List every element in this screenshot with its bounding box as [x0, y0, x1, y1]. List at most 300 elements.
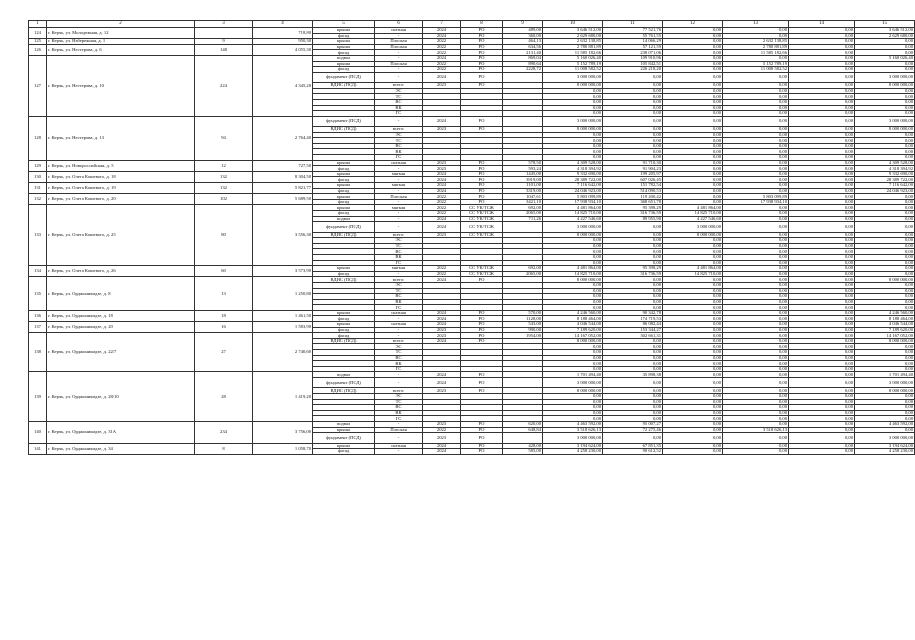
cell-col-7: 2022 — [423, 271, 461, 277]
cell-col-6: ТС — [375, 399, 423, 405]
cell-col-14: 0,00 — [789, 333, 855, 339]
cell-col-14: 0,00 — [789, 205, 855, 211]
cell-col-6: всего: — [375, 388, 423, 394]
cell-col-9: 620,00 — [503, 421, 543, 427]
cell-col-7: 2023 — [423, 388, 461, 394]
cell-col-7: 2023 — [423, 166, 461, 172]
cell-col-10: 3 000 000,00 — [543, 116, 603, 126]
cell-col-10: 8 000 000,00 — [543, 83, 603, 89]
cell-col-10: 0,00 — [543, 88, 603, 94]
cell-col-13: 0,00 — [723, 171, 789, 177]
cell-col-14: 0,00 — [789, 299, 855, 305]
cell-col-11: 55 761,55 — [603, 33, 663, 39]
total-area: 1 419,20 — [253, 372, 313, 422]
cell-col-7: 2022 — [423, 50, 461, 56]
cell-col-9: 360,00 — [503, 33, 543, 39]
cell-col-6: - — [375, 199, 423, 205]
cell-col-14: 0,00 — [789, 127, 855, 133]
cell-col-8: СС УК/ТСЖ — [461, 211, 503, 217]
cell-col-14: 0,00 — [789, 338, 855, 344]
cell-col-15: 9 332 690,00 — [855, 171, 915, 177]
row-number: 137 — [29, 322, 47, 333]
cell-col-9: 464,13 — [503, 39, 543, 45]
cell-col-13: 0,00 — [723, 355, 789, 361]
cell-col-10: 11 008 582,52 — [543, 67, 603, 73]
cell-col-5: крыша — [313, 44, 375, 50]
cell-col-6: - — [375, 333, 423, 339]
cell-col-12: 0,00 — [663, 177, 723, 183]
cell-col-7: 2022 — [423, 211, 461, 217]
cell-col-5: фасад — [313, 50, 375, 56]
cell-col-15: 0,00 — [855, 254, 915, 260]
cell-col-8: СС УК/ТСЖ — [461, 216, 503, 222]
cell-col-13: 0,00 — [723, 143, 789, 149]
cell-col-6: ВС — [375, 249, 423, 255]
cell-col-14: 0,00 — [789, 288, 855, 294]
cell-col-12: 0,00 — [663, 277, 723, 283]
cell-col-14: 0,00 — [789, 305, 855, 311]
cell-col-12: 0,00 — [663, 294, 723, 300]
cell-col-11: 0,00 — [603, 416, 663, 422]
column-number: 1 — [29, 21, 47, 28]
apartments-count: 16 — [195, 322, 253, 333]
cell-col-10: 7 189 620,00 — [543, 327, 603, 333]
cell-col-11: 153 344,27 — [603, 327, 663, 333]
cell-col-10: 0,00 — [543, 249, 603, 255]
cell-col-10: 0,00 — [543, 361, 603, 367]
total-area: 1 461,50 — [253, 310, 313, 321]
cell-col-15: 3 000 000,00 — [855, 433, 915, 443]
cell-col-10: 0,00 — [543, 105, 603, 111]
cell-col-11: 89 955,90 — [603, 216, 663, 222]
cell-col-15: 2 629 680,00 — [855, 33, 915, 39]
total-area: 3 556,30 — [253, 205, 313, 266]
cell-col-14: 0,00 — [789, 232, 855, 238]
cell-col-7: 2022 — [423, 39, 461, 45]
cell-col-13: 0,00 — [723, 322, 789, 328]
cell-col-10: 3 518 626,13 — [543, 427, 603, 433]
cell-col-15: 0,00 — [855, 199, 915, 205]
cell-col-5: фасад — [313, 67, 375, 73]
cell-col-9: 1954,00 — [503, 333, 543, 339]
apartments-count: 224 — [195, 55, 253, 116]
cell-col-10: 0,00 — [543, 260, 603, 266]
cell-col-15: 8 188 464,00 — [855, 316, 915, 322]
cell-col-7: 2023 — [423, 83, 461, 89]
cell-col-13: 0,00 — [723, 433, 789, 443]
cell-col-7: 2024 — [423, 372, 461, 378]
cell-col-15: 0,00 — [855, 238, 915, 244]
cell-col-8: РО — [461, 183, 503, 189]
cell-col-10: 0,00 — [543, 299, 603, 305]
cell-col-13: 0,00 — [723, 238, 789, 244]
cell-col-6: ВС — [375, 294, 423, 300]
column-number: 5 — [313, 21, 375, 28]
row-number: 134 — [29, 266, 47, 277]
cell-col-9: 543,00 — [503, 322, 543, 328]
cell-col-8: РО — [461, 277, 503, 283]
cell-col-9: 1445,00 — [503, 171, 543, 177]
cell-col-8: РО — [461, 83, 503, 89]
cell-col-6: ГС — [375, 366, 423, 372]
cell-col-14: 0,00 — [789, 138, 855, 144]
cell-col-7: 2022 — [423, 67, 461, 73]
cell-col-11: 0,00 — [603, 288, 663, 294]
cell-col-10: 1 701 494,40 — [543, 372, 603, 378]
cell-col-6: ВС — [375, 405, 423, 411]
cell-col-8: РО — [461, 449, 503, 455]
cell-col-12: 0,00 — [663, 433, 723, 443]
cell-col-14: 0,00 — [789, 28, 855, 34]
cell-col-6: ГС — [375, 260, 423, 266]
cell-col-13: 2 632 138,85 — [723, 39, 789, 45]
cell-col-6: - — [375, 449, 423, 455]
cell-col-13: 0,00 — [723, 310, 789, 316]
cell-col-11: 0,00 — [603, 94, 663, 100]
cell-col-10: 3 194 624,00 — [543, 443, 603, 449]
cell-col-14: 0,00 — [789, 410, 855, 416]
cell-col-10: 0,00 — [543, 155, 603, 161]
cell-col-11: 0,00 — [603, 433, 663, 443]
cell-col-12: 0,00 — [663, 127, 723, 133]
cell-col-14: 0,00 — [789, 39, 855, 45]
address: г. Керчь, ул. Набережная, д. 1 — [47, 39, 195, 45]
cell-col-7: 2022 — [423, 199, 461, 205]
cell-col-14: 0,00 — [789, 378, 855, 388]
cell-col-14: 0,00 — [789, 277, 855, 283]
address: г. Керчь, ул. Олега Кошевого, д. 26 — [47, 266, 195, 277]
row-number: 132 — [29, 194, 47, 205]
cell-col-11: 0,00 — [603, 410, 663, 416]
cell-col-15: 3 000 000,00 — [855, 72, 915, 82]
cell-col-13: 0,00 — [723, 83, 789, 89]
cell-col-11: 95 398,29 — [603, 205, 663, 211]
cell-col-13: 0,00 — [723, 260, 789, 266]
cell-col-7: 2024 — [423, 277, 461, 283]
cell-col-7: 2024 — [423, 33, 461, 39]
cell-col-6: ВК — [375, 254, 423, 260]
cell-col-7: 2024 — [423, 378, 461, 388]
cell-col-8: СС УК/ТСЖ — [461, 205, 503, 211]
cell-col-8: РО — [461, 116, 503, 126]
cell-col-14: 0,00 — [789, 177, 855, 183]
cell-col-12: 0,00 — [663, 361, 723, 367]
address: г. Керчь, ул. Орджоникидзе, д. 22/7 — [47, 333, 195, 372]
cell-col-5: крыша — [313, 28, 375, 34]
cell-col-10: 3 000 000,00 — [543, 378, 603, 388]
apartments-count: 94 — [195, 116, 253, 160]
cell-col-6: - — [375, 188, 423, 194]
cell-col-9: 634,56 — [503, 44, 543, 50]
total-area: 4 055,30 — [253, 44, 313, 55]
cell-col-5: подвал — [313, 372, 375, 378]
address: г. Керчь, ул. Орджоникидзе, д. 31А — [47, 421, 195, 443]
cell-col-10: 8 000 000,00 — [543, 127, 603, 133]
cell-col-6: - — [375, 55, 423, 61]
cell-col-7: 2024 — [423, 316, 461, 322]
cell-col-9: 2065,00 — [503, 211, 543, 217]
cell-col-11: 0,00 — [603, 294, 663, 300]
cell-col-12: 0,00 — [663, 155, 723, 161]
cell-col-13: 0,00 — [723, 394, 789, 400]
cell-col-10: 2 632 138,85 — [543, 39, 603, 45]
cell-col-7: 2024 — [423, 183, 461, 189]
total-area: 2 764,40 — [253, 116, 313, 160]
cell-col-8: СС УК/ТСЖ — [461, 266, 503, 272]
cell-col-9: 585,00 — [503, 449, 543, 455]
cell-col-10: 0,00 — [543, 99, 603, 105]
cell-col-15: 0,00 — [855, 61, 915, 67]
spreadsheet — [28, 20, 913, 455]
cell-col-15: 1 701 494,40 — [855, 372, 915, 378]
cell-col-5: фасад — [313, 166, 375, 172]
cell-col-9: 570,00 — [503, 310, 543, 316]
cell-col-5: фасад — [313, 177, 375, 183]
cell-col-5: фундамент (ПСД) — [313, 222, 375, 232]
cell-col-15: 4 318 394,92 — [855, 166, 915, 172]
cell-col-15: 0,00 — [855, 194, 915, 200]
cell-col-14: 0,00 — [789, 388, 855, 394]
cell-col-12: 0,00 — [663, 111, 723, 117]
cell-col-14: 0,00 — [789, 249, 855, 255]
cell-col-13: 0,00 — [723, 344, 789, 350]
cell-col-5: крыша — [313, 310, 375, 316]
cell-col-5: ВДИС (ПСД) — [313, 277, 375, 283]
cell-col-12: 0,00 — [663, 55, 723, 61]
row-number: 129 — [29, 160, 47, 171]
cell-col-6: - — [375, 372, 423, 378]
cell-col-15: 0,00 — [855, 111, 915, 117]
cell-col-11: 90 342,78 — [603, 310, 663, 316]
cell-col-15: 0,00 — [855, 222, 915, 232]
cell-col-13: 0,00 — [723, 28, 789, 34]
cell-col-8: РО — [461, 194, 503, 200]
cell-col-13: 0,00 — [723, 399, 789, 405]
cell-col-9: 3421,10 — [503, 199, 543, 205]
cell-col-14: 0,00 — [789, 194, 855, 200]
cell-col-12: 0,00 — [663, 372, 723, 378]
cell-col-7: 2024 — [423, 55, 461, 61]
cell-col-8: СС УК/ТСЖ — [461, 271, 503, 277]
cell-col-13: 0,00 — [723, 294, 789, 300]
cell-col-7: 2024 — [423, 28, 461, 34]
cell-col-12: 0,00 — [663, 199, 723, 205]
cell-col-15: 3 646 512,00 — [855, 28, 915, 34]
cell-col-12: 0,00 — [663, 143, 723, 149]
cell-col-6: - — [375, 211, 423, 217]
cell-col-6: ТС — [375, 138, 423, 144]
cell-col-15: 0,00 — [855, 288, 915, 294]
cell-col-8: РО — [461, 427, 503, 433]
cell-col-13: 2 780 881,89 — [723, 44, 789, 50]
cell-col-13: 0,00 — [723, 333, 789, 339]
cell-col-13: 0,00 — [723, 305, 789, 311]
cell-col-14: 0,00 — [789, 211, 855, 217]
cell-col-10: 28 389 722,00 — [543, 177, 603, 183]
cell-col-14: 0,00 — [789, 350, 855, 356]
cell-col-11: 0,00 — [603, 394, 663, 400]
address: г. Керчь, ул. Нестерова, д. 10 — [47, 55, 195, 116]
cell-col-14: 0,00 — [789, 372, 855, 378]
cell-col-8: РО — [461, 55, 503, 61]
cell-col-6: ТС — [375, 94, 423, 100]
address: г. Керчь, ул. Орджоникидзе, д. 8 — [47, 277, 195, 311]
cell-col-14: 0,00 — [789, 44, 855, 50]
cell-col-12: 0,00 — [663, 322, 723, 328]
column-number: 6 — [375, 21, 423, 28]
cell-col-9: 3919,00 — [503, 177, 543, 183]
cell-col-9: 428,00 — [503, 443, 543, 449]
cell-col-5: крыша — [313, 205, 375, 211]
cell-col-12: 0,00 — [663, 28, 723, 34]
cell-col-9: 3319,00 — [503, 188, 543, 194]
cell-col-11: 119 200,42 — [603, 194, 663, 200]
apartments-count: 28 — [195, 372, 253, 422]
cell-col-8: РО — [461, 44, 503, 50]
cell-col-5: крыша — [313, 266, 375, 272]
cell-col-11: 86 082,44 — [603, 322, 663, 328]
cell-col-10: 14 167 052,00 — [543, 333, 603, 339]
total-area: 1 250,80 — [253, 277, 313, 311]
cell-col-6: ЭС — [375, 238, 423, 244]
cell-col-10: 0,00 — [543, 94, 603, 100]
cell-col-8: РО — [461, 433, 503, 443]
cell-col-6: Плоская — [375, 61, 423, 67]
cell-col-8: РО — [461, 177, 503, 183]
address: г. Керчь, ул. Орджоникидзе, д. 28/10 — [47, 372, 195, 422]
cell-col-13: 0,00 — [723, 183, 789, 189]
cell-col-13: 3 518 626,13 — [723, 427, 789, 433]
cell-col-12: 0,00 — [663, 116, 723, 126]
cell-col-10: 0,00 — [543, 394, 603, 400]
cell-col-13: 0,00 — [723, 449, 789, 455]
cell-col-6: ЭС — [375, 394, 423, 400]
row-number: 136 — [29, 310, 47, 321]
cell-col-14: 0,00 — [789, 105, 855, 111]
cell-col-9: 593,24 — [503, 166, 543, 172]
cell-col-10: 0,00 — [543, 143, 603, 149]
cell-col-6: ЭС — [375, 132, 423, 138]
cell-col-15: 0,00 — [855, 294, 915, 300]
cell-col-10: 0,00 — [543, 294, 603, 300]
cell-col-11: 95 007,27 — [603, 421, 663, 427]
cell-col-6: - — [375, 327, 423, 333]
cell-col-9: 711,26 — [503, 216, 543, 222]
address: г. Керчь, ул. Орджоникидзе, д. 20 — [47, 322, 195, 333]
cell-col-12: 0,00 — [663, 350, 723, 356]
cell-col-12: 0,00 — [663, 88, 723, 94]
cell-col-15: 4 463 592,00 — [855, 421, 915, 427]
cell-col-14: 0,00 — [789, 243, 855, 249]
cell-col-9: 692,00 — [503, 266, 543, 272]
cell-col-5: фасад — [313, 199, 375, 205]
cell-col-14: 0,00 — [789, 266, 855, 272]
cell-col-15: 3 000 000,00 — [855, 378, 915, 388]
cell-col-12: 0,00 — [663, 288, 723, 294]
cell-col-5: крыша — [313, 183, 375, 189]
cell-col-15: 4 046 544,00 — [855, 322, 915, 328]
cell-col-8: РО — [461, 310, 503, 316]
cell-col-13: 0,00 — [723, 232, 789, 238]
cell-col-14: 0,00 — [789, 143, 855, 149]
cell-col-11: 14 066,29 — [603, 39, 663, 45]
column-number: 13 — [723, 21, 789, 28]
cell-col-10: 0,00 — [543, 132, 603, 138]
cell-col-13: 0,00 — [723, 216, 789, 222]
cell-col-15: 0,00 — [855, 232, 915, 238]
cell-col-6: ВК — [375, 299, 423, 305]
cell-col-10: 0,00 — [543, 282, 603, 288]
cell-col-7: 2023 — [423, 433, 461, 443]
cell-col-13: 0,00 — [723, 138, 789, 144]
cell-col-6: ЭС — [375, 88, 423, 94]
cell-col-12: 0,00 — [663, 249, 723, 255]
cell-col-13: 0,00 — [723, 99, 789, 105]
cell-col-14: 0,00 — [789, 282, 855, 288]
cell-col-14: 0,00 — [789, 416, 855, 422]
cell-col-6: - — [375, 378, 423, 388]
cell-col-14: 0,00 — [789, 61, 855, 67]
cell-col-11: 109 910,96 — [603, 55, 663, 61]
cell-col-6: всего: — [375, 83, 423, 89]
cell-col-14: 0,00 — [789, 188, 855, 194]
cell-col-6: ЭС — [375, 282, 423, 288]
cell-col-12: 0,00 — [663, 166, 723, 172]
cell-col-11: 0,00 — [603, 305, 663, 311]
cell-col-12: 8 000 000,00 — [663, 232, 723, 238]
cell-col-14: 0,00 — [789, 394, 855, 400]
cell-col-14: 0,00 — [789, 33, 855, 39]
cell-col-13: 5 803 099,89 — [723, 194, 789, 200]
cell-col-15: 0,00 — [855, 266, 915, 272]
cell-col-6: всего: — [375, 127, 423, 133]
cell-col-8: РО — [461, 322, 503, 328]
cell-col-12: 0,00 — [663, 105, 723, 111]
cell-col-13: 0,00 — [723, 155, 789, 161]
cell-col-6: ВС — [375, 355, 423, 361]
cell-col-6: - — [375, 50, 423, 56]
cell-col-10: 24 046 923,00 — [543, 188, 603, 194]
cell-col-11: 0,00 — [603, 116, 663, 126]
cell-col-14: 0,00 — [789, 88, 855, 94]
cell-col-12: 0,00 — [663, 50, 723, 56]
apartments-count: 234 — [195, 421, 253, 443]
cell-col-7: 2022 — [423, 205, 461, 211]
column-number: 11 — [603, 21, 663, 28]
cell-col-10: 0,00 — [543, 355, 603, 361]
cell-col-11: 0,00 — [603, 405, 663, 411]
cell-col-14: 0,00 — [789, 260, 855, 266]
cell-col-13: 0,00 — [723, 33, 789, 39]
cell-col-8: СС УК/ТСЖ — [461, 232, 503, 238]
cell-col-9: 990,00 — [503, 327, 543, 333]
cell-col-12: 0,00 — [663, 282, 723, 288]
total-area: 718,80 — [253, 28, 313, 39]
cell-col-6: мягкая — [375, 266, 423, 272]
cell-col-15: 0,00 — [855, 132, 915, 138]
cell-col-9: 489,00 — [503, 28, 543, 34]
cell-col-15: 0,00 — [855, 271, 915, 277]
row-number: 133 — [29, 205, 47, 266]
cell-col-6: ТС — [375, 350, 423, 356]
cell-col-13: 11 585 182,66 — [723, 50, 789, 56]
cell-col-13: 0,00 — [723, 88, 789, 94]
cell-col-9 — [503, 433, 543, 443]
cell-col-10: 0,00 — [543, 399, 603, 405]
cell-col-15: 0,00 — [855, 243, 915, 249]
cell-col-12: 14 825 710,00 — [663, 271, 723, 277]
cell-col-10: 8 000 000,00 — [543, 388, 603, 394]
